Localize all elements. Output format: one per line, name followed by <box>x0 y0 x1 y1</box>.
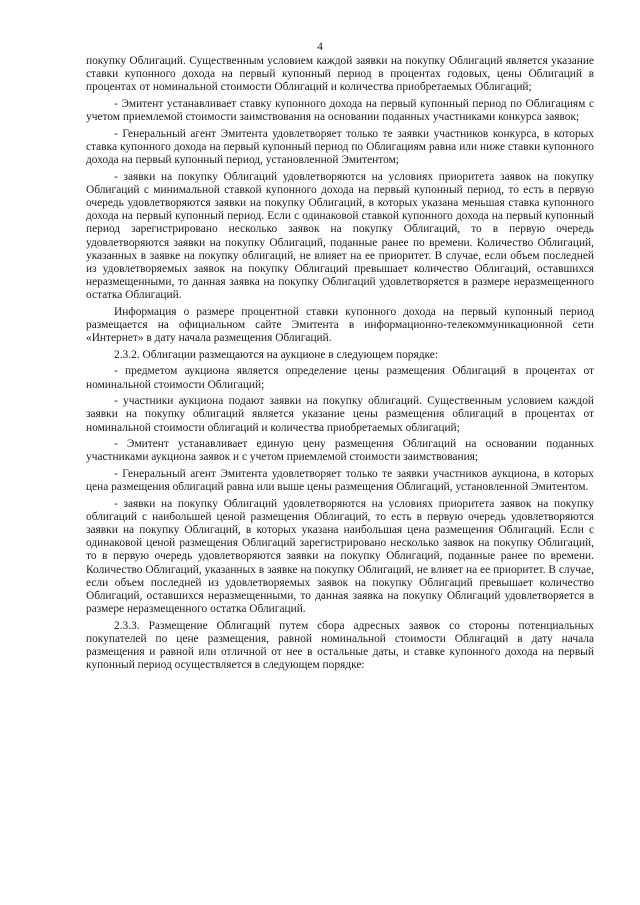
document-body <box>86 55 594 676</box>
paragraph-1: покупку Облигаций. Существенным условием каждой заявки на покупку Облигаций является указание ставки купонного дохода на первый купонный период в процентах годовых, цены Облигаций в процентах от номинальной стоимости Облигаций и количества приобретаемых Облигаций; <box>86 55 594 94</box>
paragraph-9: - Эмитент устанавливает единую цену размещения Облигаций на основании поданных участниками аукциона заявок и с учетом приемлемой стоимости заимствования; <box>86 438 594 464</box>
paragraph-4: - заявки на покупку Облигаций удовлетворяются на условиях приоритета заявок на покупку Облигаций с минимальной ставкой купонного дохода на первый купонный период, то есть в первую очередь удовлетворяются заявки на покупку Облигаций, в которых указана меньшая ставка купонного дохода на первый купонный период. Если с одинаковой ставкой купонного дохода на первый купонный период зарегистрировано несколько заявок на покупку Облигаций, то в первую очередь удовлетворяются заявки на покупку Облигаций, поданные ранее по времени. Количество Облигаций, указанных в заявке на покупку облигаций, не влияет на ее приоритет. В случае, если объем последней из удовлетворяемых заявок на покупку Облигаций превышает количество Облигаций, оставшихся неразмещенными, то данная заявка на покупку Облигаций удовлетворяется в размере неразмещенного остатка Облигаций. <box>86 170 594 302</box>
paragraph-5: Информация о размере процентной ставки купонного дохода на первый купонный период размещается на официальном сайте Эмитента в информационно-телекоммуникационной сети «Интернет» в дату начала размещения Облигаций. <box>86 305 594 345</box>
paragraph-11: - заявки на покупку Облигаций удовлетворяются на условиях приоритета заявок на покупку облигаций с наибольшей ценой размещения Облигаций, то есть в первую очередь удовлетворяются заявки на покупку Облигаций, в которых указана наибольшая цена размещения Облигаций. Если с одинаковой ценой размещения Облигаций зарегистрировано несколько заявок на покупку Облигаций, то в первую очередь удовлетворяются заявки на покупку Облигаций, поданные ранее по времени. Количество Облигаций, указанных в заявке на покупку Облигаций, не влияет на ее приоритет. В случае, если объем последней из удовлетворяемых заявок на покупку Облигаций превышает количество Облигаций, оставшихся неразмещенными, то данная заявка на покупку Облигаций удовлетворяется в размере неразмещенного остатка Облигаций. <box>86 497 594 616</box>
page-number: 4 <box>317 41 323 53</box>
paragraph-3: - Генеральный агент Эмитента удовлетворяет только те заявки участников конкурса, в которых ставка купонного дохода на первый купонный период по Облигациям равна или ниже ставки купонного дохода на первый купонный период, установленной Эмитентом; <box>86 127 594 167</box>
section-heading-2-3-2: 2.3.2. Облигации размещаются на аукционе в следующем порядке: <box>114 348 438 361</box>
paragraph-2: - Эмитент устанавливает ставку купонного дохода на первый купонный период по Облигациям с учетом приемлемой стоимости заимствования на основании поданных участниками конкурса заявок; <box>86 97 594 124</box>
section-2-3-3: 2.3.3. Размещение Облигаций путем сбора адресных заявок со стороны потенциальных покупателей по цене размещения, равной номинальной стоимости Облигаций в дату начала размещения и равной или отличной от нее в остальные даты, и ставке купонного дохода на первый купонный период осуществляется в следующем порядке: <box>86 619 594 672</box>
paragraph-8: - участники аукциона подают заявки на покупку облигаций. Существенным условием каждой заявки на покупку облигаций является указание цены размещения облигаций в процентах от номинальной стоимости облигаций и количества приобретаемых облигаций; <box>86 395 594 434</box>
paragraph-10: - Генеральный агент Эмитента удовлетворяет только те заявки участников аукциона, в которых цена размещения облигаций равна или выше цены размещения Облигаций, установленной Эмитентом. <box>86 468 594 494</box>
paragraph-7: - предметом аукциона является определение цены размещения Облигаций в процентах от номинальной стоимости Облигаций; <box>86 365 594 391</box>
